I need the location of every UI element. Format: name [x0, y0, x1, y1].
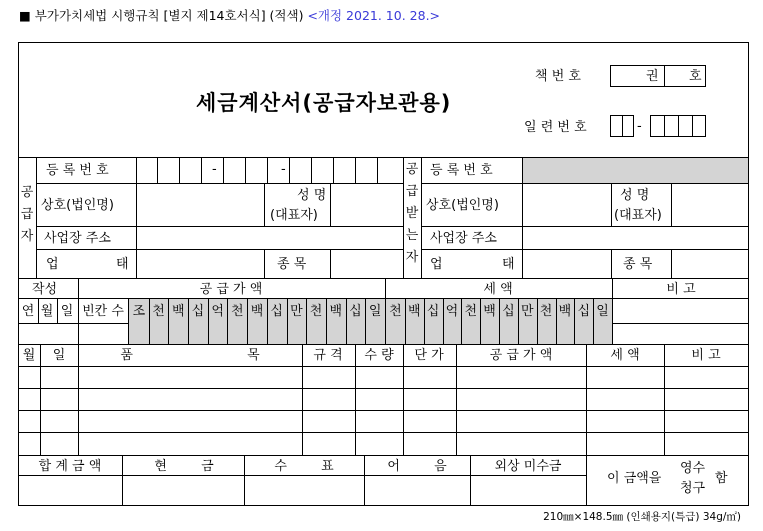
digit-divider — [227, 298, 228, 344]
receiver-item-label: 종 목 — [623, 257, 653, 272]
supply-digit-8: 만 — [290, 304, 303, 319]
digit-divider — [188, 298, 189, 344]
supplier-address-label: 사업장 주소 — [44, 231, 111, 246]
receivable-label: 외상 미수금 — [494, 459, 562, 474]
receiver-reg-number-field[interactable] — [523, 158, 748, 183]
reg-digit-divider — [333, 157, 334, 183]
supplier-business-a: 업 — [46, 257, 59, 272]
digit-divider — [518, 298, 519, 344]
tax-digit-1: 백 — [407, 304, 421, 319]
reg-digit-divider — [201, 157, 202, 183]
date-year: 연 — [21, 304, 35, 319]
digit-divider — [346, 298, 347, 344]
digit-divider — [306, 298, 307, 344]
supplier-reg-label: 등 록 번 호 — [46, 163, 109, 178]
supply-digit-5: 천 — [231, 304, 244, 319]
cash-label: 현 금 — [154, 459, 214, 474]
reg-digit-divider — [311, 157, 312, 183]
receiver-reg-label: 등 록 번 호 — [430, 163, 493, 178]
written-label: 작성 — [32, 282, 58, 297]
col-day: 일 — [52, 348, 66, 363]
reg-digit-divider — [355, 157, 356, 183]
receiver-business-a: 업 — [430, 257, 443, 272]
reg-digit-divider — [289, 157, 290, 183]
supply-amount-header: 공 급 가 액 — [199, 282, 263, 297]
digit-divider — [461, 298, 462, 344]
supply-digit-6: 백 — [250, 304, 264, 319]
digit-divider — [365, 298, 366, 344]
digit-divider — [537, 298, 538, 344]
supplier-rep-label: (대표자) — [270, 208, 318, 223]
supply-digit-11: 십 — [349, 304, 362, 319]
date-day: 일 — [60, 304, 74, 319]
receiver-side-label: 공 급 받 는 자 — [405, 162, 419, 265]
supplier-item-label: 종 목 — [277, 257, 307, 272]
total-amount-label: 합 계 금 액 — [38, 459, 102, 474]
form-title: 세금계산서(공급자보관용) — [196, 91, 452, 115]
tax-digit-2: 십 — [426, 304, 440, 319]
serial-label: 일 련 번 호 — [524, 120, 587, 135]
supply-digit-1: 천 — [152, 304, 165, 319]
supplier-company-label: 상호(법인명) — [41, 198, 114, 213]
digit-divider — [480, 298, 481, 344]
digit-divider — [443, 298, 444, 344]
col-item: 품 목 — [120, 348, 260, 363]
claim-request-option[interactable]: 청구 — [680, 481, 706, 496]
reg-digit-divider — [377, 157, 378, 183]
note-label: 어 음 — [387, 459, 447, 474]
col-supply-amount: 공 급 가 액 — [489, 348, 553, 363]
digit-divider — [208, 298, 209, 344]
receiver-company-label: 상호(법인명) — [426, 198, 499, 213]
tax-digit-0: 천 — [389, 304, 402, 319]
tax-digit-4: 천 — [464, 304, 478, 319]
digit-divider — [287, 298, 288, 344]
supply-digit-2: 백 — [171, 304, 185, 319]
digit-divider — [574, 298, 575, 344]
paper-spec-footer: 210㎜×148.5㎜ (인쇄용지(특급) 34g/㎡) — [543, 511, 741, 523]
tax-digit-9: 백 — [558, 304, 572, 319]
col-tax: 세 액 — [610, 348, 640, 363]
revision-date: <개정 2021. 10. 28.> — [307, 8, 441, 23]
tax-digit-6: 십 — [502, 304, 515, 319]
tax-digit-5: 백 — [483, 304, 496, 319]
digit-divider — [267, 298, 268, 344]
supply-digit-3: 십 — [191, 304, 205, 319]
claim-end: 함 — [715, 471, 728, 486]
receiver-rep-label: (대표자) — [614, 208, 662, 223]
date-month: 월 — [40, 304, 54, 319]
supplier-business-b: 태 — [116, 257, 129, 272]
supply-digit-10: 백 — [329, 304, 343, 319]
digit-divider — [326, 298, 327, 344]
book-gwon: 권 — [646, 69, 659, 84]
tax-digit-11: 일 — [596, 304, 609, 319]
tax-digit-8: 천 — [539, 304, 553, 319]
header-line — [19, 6, 440, 24]
serial-dash: - — [637, 119, 642, 134]
supply-digit-12: 일 — [368, 304, 382, 319]
receiver-address-label: 사업장 주소 — [430, 231, 497, 246]
claim-text: 이 금액을 — [607, 471, 662, 486]
reg-digit-divider — [179, 157, 180, 183]
receiver-business-b: 태 — [502, 257, 515, 272]
tax-digit-3: 억 — [445, 304, 459, 319]
reg-digit-divider — [223, 157, 224, 183]
digit-divider — [168, 298, 169, 344]
digit-divider — [247, 298, 248, 344]
blank-count-label: 빈칸 수 — [82, 304, 124, 319]
col-month: 월 — [22, 348, 36, 363]
col-remarks: 비 고 — [691, 348, 721, 363]
col-spec: 규 격 — [313, 348, 343, 363]
supply-digit-7: 십 — [270, 304, 283, 319]
book-ho: 호 — [689, 69, 702, 84]
digit-divider — [405, 298, 406, 344]
claim-receipt-option[interactable]: 영수 — [680, 461, 706, 476]
reg-dash-1: - — [212, 162, 217, 177]
check-label: 수 표 — [274, 459, 334, 474]
reg-dash-2: - — [281, 162, 286, 177]
supplier-side-label: 공 급 자 — [20, 185, 34, 244]
supplier-name-label: 성 명 — [297, 188, 327, 203]
digit-divider — [499, 298, 500, 344]
col-qty: 수 량 — [364, 348, 394, 363]
supply-digit-0: 조 — [132, 304, 146, 319]
digit-divider — [149, 298, 150, 344]
digit-divider — [556, 298, 557, 344]
col-unit-price: 단 가 — [414, 348, 444, 363]
reg-digit-divider — [245, 157, 246, 183]
book-number-label: 책 번 호 — [535, 69, 581, 84]
supply-digit-9: 천 — [309, 304, 323, 319]
reg-digit-divider — [157, 157, 158, 183]
form-reference: 부가가치세법 시행규칙 [별지 제14호서식] (적색) — [34, 8, 304, 23]
tax-digit-10: 십 — [577, 304, 591, 319]
digit-divider — [424, 298, 425, 344]
tax-digit-7: 만 — [520, 304, 534, 319]
remarks-header: 비 고 — [666, 282, 696, 297]
digit-divider — [593, 298, 594, 344]
reg-digit-divider — [267, 157, 268, 183]
square-icon: ■ — [19, 8, 31, 23]
supply-digit-4: 억 — [211, 304, 224, 319]
tax-header: 세 액 — [483, 282, 513, 297]
receiver-name-label: 성 명 — [620, 188, 650, 203]
